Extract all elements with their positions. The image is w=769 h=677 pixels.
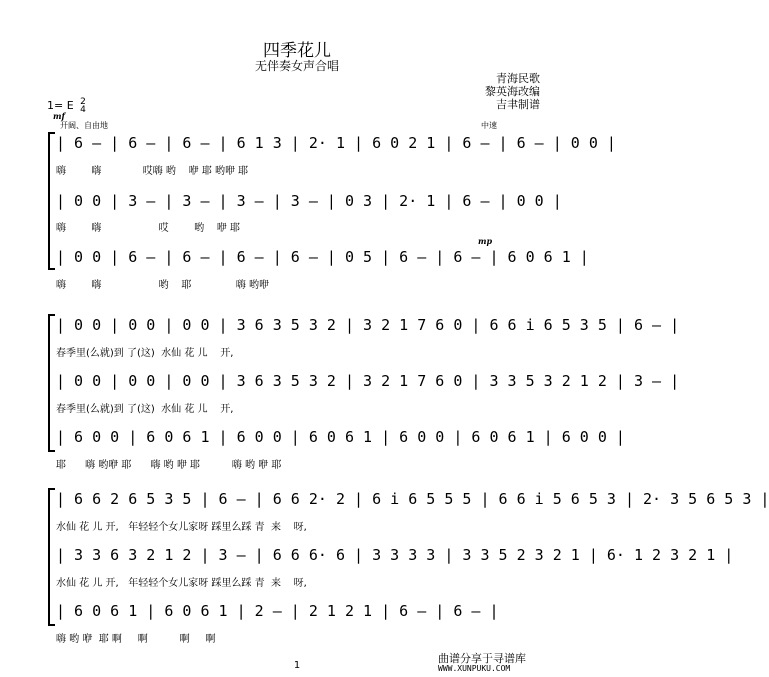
system-3-bracket (48, 488, 50, 626)
system-1-part-2-notes: | 0 0 | 3 — | 3 — | 3 — | 3 — | 0 3 | 2· 1 | 6 — | 0 0 | (56, 192, 562, 210)
system-2-part-3-notes: | 6 0 0 | 6 0 6 1 | 6 0 0 | 6 0 6 1 | 6 0 0 | 6 0 6 1 | 6 0 0 | (56, 428, 625, 446)
system-2-part-2-lyrics: 春季里(么就)到 了(这) 水仙 花 儿 开, (56, 404, 234, 415)
system-2-part-1-notes: | 0 0 | 0 0 | 0 0 | 3 6 3 5 3 2 | 3 2 1 7 6 0 | 6 6 i 6 5 3 5 | 6 — | (56, 316, 680, 334)
system-2-bracket (48, 314, 50, 452)
key-label: 1= E (47, 99, 74, 112)
time-bottom: 4 (80, 105, 86, 115)
system-1-part-1-notes: | 6 — | 6 — | 6 — | 6 1 3 | 2· 1 | 6 0 2 1 | 6 — | 6 — | 0 0 | (56, 134, 616, 152)
system-2-part-2-notes: | 0 0 | 0 0 | 0 0 | 3 6 3 5 3 2 | 3 2 1 7 6 0 | 3 3 5 3 2 1 2 | 3 — | (56, 372, 680, 390)
system-1-bracket (48, 132, 50, 270)
system-1-part-3-notes: | 0 0 | 6 — | 6 — | 6 — | 6 — | 0 5 | 6 — | 6 — | 6 0 6 1 | (56, 248, 589, 266)
system-3-part-2-notes: | 3 3 6 3 2 1 2 | 3 — | 6 6 6· 6 | 3 3 3 3 | 3 3 5 2 3 2 1 | 6· 1 2 3 2 1 | (56, 546, 734, 564)
system-3-part-3-lyrics: 嗨 哟 咿 耶 啊 啊 啊 啊 (56, 634, 216, 645)
system-1-part-1-lyrics: 嗨 嗨 哎嗨 哟 咿 耶 哟咿 耶 (56, 166, 249, 177)
dynamic-mp: mp (478, 236, 493, 246)
tempo-mid: 中速 (481, 121, 497, 130)
watermark-url: WWW.XUNPUKU.COM (438, 664, 511, 673)
system-1-part-3-lyrics: 嗨 嗨 哟 耶 嗨 哟咿 (56, 280, 270, 291)
system-3-part-3-notes: | 6 0 6 1 | 6 0 6 1 | 2 — | 2 1 2 1 | 6 — | 6 — | (56, 602, 499, 620)
page-number: 1 (293, 660, 301, 671)
score-subtitle: 无伴奏女声合唱 (254, 59, 339, 73)
score-title: 四季花儿 (263, 41, 331, 61)
credit-engraver: 吉聿制谱 (496, 98, 540, 111)
watermark-text: 曲谱分享于寻谱库 (438, 652, 526, 665)
system-2-part-3-lyrics: 耶 嗨 哟咿 耶 嗨 哟 咿 耶 嗨 哟 咿 耶 (56, 460, 282, 471)
time-top: 2 (80, 97, 86, 107)
tempo-open: 开阔、自由地 (60, 121, 108, 130)
system-3-part-1-notes: | 6 6 2 6 5 3 5 | 6 — | 6 6 2· 2 | 6 i 6 5 5 5 | 6 6 i 5 6 5 3 | 2· 3 5 6 5 3 | (56, 490, 769, 508)
system-2-part-1-lyrics: 春季里(么就)到 了(这) 水仙 花 儿 开, (56, 348, 234, 359)
dynamic-mf: mf (53, 111, 65, 121)
credit-origin: 青海民歌 (496, 72, 540, 85)
system-1-part-2-lyrics: 嗨 嗨 哎 哟 咿 耶 (56, 223, 240, 234)
system-3-part-1-lyrics: 水仙 花 儿 开, 年轻轻个女儿家呀 踩里么踩 青 来 呀, (56, 522, 307, 533)
time-signature (80, 98, 86, 114)
system-3-part-2-lyrics: 水仙 花 儿 开, 年轻轻个女儿家呀 踩里么踩 青 来 呀, (56, 578, 307, 589)
credit-arranger: 黎英海改编 (485, 85, 540, 98)
